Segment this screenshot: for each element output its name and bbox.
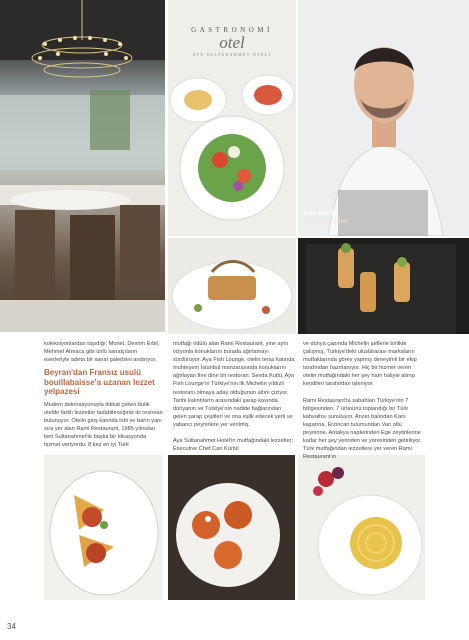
text-column-3: [303, 340, 425, 461]
restaurant-interior-photo: [0, 0, 165, 332]
col1-paragraph-1: koleksiyonlardan taşıdığı; Monet, Devrim Erbil, Mehmet Atmaca gibi ünlü sanatçıların eserleriyle adeta bir sanat galerisini andırıyor.: [44, 341, 160, 364]
col2-paragraph-2: Aya Sultanahmet Hotel'in mutfağındaki lezzetler; Executive Chef Can Kürtül: [173, 438, 294, 453]
glazed-dessert-photo: [168, 455, 295, 600]
text-column-1: [44, 340, 163, 449]
col3-paragraph-1: ve dünya çapında Michelin şeflerle birlikte çalışmış, Türkiye'deki uluslararası markaların mutfaklarında görev yapmış deneyimli bir ekip tarafından hazırlanıyor. Hiç bir hizmet veren otelin mutfağındaki her şey ham haliyle alınıp kendileri tarafından işleniyor.: [303, 341, 417, 388]
dumplings-plate-photo: [44, 455, 163, 600]
masthead-bottom: AYA SULTANAHMET OTELİ: [192, 53, 272, 57]
chef-name: Can Kürtül: [304, 210, 338, 217]
pastry-rolls-photo: [298, 238, 469, 334]
chef-portrait-photo: [298, 0, 469, 236]
col2-paragraph-1: mutfağı ödülü alan Rami Restaurant, yine aynı vizyonla konuklarını burada ağırlamayı sürdürüyor. Aya Fish Lounge, otelin teras katında muhteşem İstanbul manzarasında konuklarını ağırlayan fine dine bir restoran. Sevda Kutlu, Aya Fish Lounge'ın Türkiye'nin ilk Michelin yıldızlı restoranı olmaya aday olduğunun altını çiziyor. Tarihi kalıntıların arasındaki şarap kavında dünyanın ve Türkiye'nin nadide bağlarından gelen şarap çeşitleri ve ona eşlik edecek yerli ve yabancı peynirlere yer verilmiş.: [173, 341, 295, 428]
chef-role: Executive Chef: [304, 218, 348, 225]
page-number: 34: [7, 622, 16, 631]
section-heading: Beyran'dan Fransız usulü bouillabaisse'a uzanan lezzet yelpazesi: [44, 368, 155, 397]
text-column-2: [173, 340, 295, 453]
tart-dessert-photo: [298, 455, 425, 600]
masthead: [168, 26, 296, 57]
fish-dish-photo: [168, 238, 296, 334]
masthead-top: GASTRONOMİ: [191, 26, 273, 34]
col1-paragraph-2: Modern dekorasyonuyla dikkat çeken butik otelde farklı lezzetler tadabileceğiniz iki restoran bulunuyor. Otelin giriş katında lobi ve barın yanı sıra yer alan Rami Restaurant, 1985 yılından beri Sultanahmet'te başka bir lokasyonda hizmet veriyordu. 8 kez en iyi Türk: [44, 401, 163, 449]
col3-paragraph-2: Rami Restaurant'ta sabahları Türkiye'nin 7 bölgesinden, 7 ürününü toplandığı bir Türk kahvaltısı sunuluyor. Anzer balından Kars kaşarına, Erzincan tulumundan Van otlu peynirine, Antakya naplerinden Ege zeytinlerine kadar her şey yerinden ve yöresinden getiriliyor. Türk mutfağından lezzetlere yer veren Rami Restaurant'ın: [303, 397, 422, 461]
chef-caption: [304, 210, 348, 226]
masthead-middle: otel: [219, 33, 245, 52]
